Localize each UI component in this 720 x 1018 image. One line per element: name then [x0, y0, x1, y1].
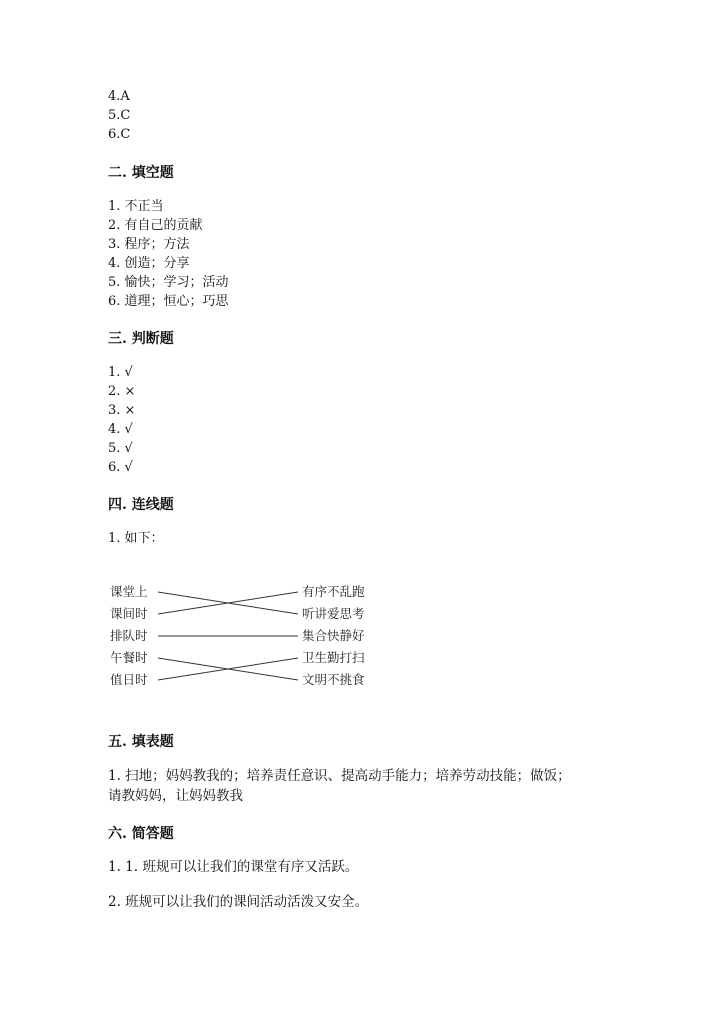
fill-blank-answer-6: 6. 道理；恒心；巧思 — [108, 294, 229, 309]
judgement-answer-5: 5. √ — [108, 441, 133, 456]
fill-blank-answer-4: 4. 创造；分享 — [108, 256, 190, 271]
table-answer-line-1: 1. 扫地；妈妈教我的；培养责任意识、提高动手能力；培养劳动技能；做饭； — [108, 768, 571, 784]
section-heading-matching: 四. 连线题 — [108, 497, 174, 513]
answer-4: 4.A — [108, 89, 130, 104]
answer-5: 5.C — [108, 108, 131, 123]
left-item-4: 值日时 — [110, 672, 148, 687]
right-item-1: 听讲爱思考 — [302, 606, 365, 621]
left-item-0: 课堂上 — [110, 584, 148, 599]
left-item-3: 午餐时 — [110, 650, 148, 665]
left-item-2: 排队时 — [110, 628, 148, 643]
left-item-1: 课间时 — [110, 606, 148, 621]
judgement-answer-1: 1. √ — [108, 365, 133, 380]
right-item-2: 集合快静好 — [302, 628, 365, 643]
section-heading-short-answer: 六. 简答题 — [108, 826, 174, 842]
answer-6: 6.C — [108, 127, 131, 142]
judgement-answer-4: 4. √ — [108, 422, 133, 437]
short-answer-1: 1. 1. 班规可以让我们的课堂有序又活跃。 — [108, 859, 359, 875]
fill-blank-answer-3: 3. 程序；方法 — [108, 237, 190, 252]
table-answer-line-2: 请教妈妈，让妈妈教我 — [108, 788, 243, 804]
section-heading-judgement: 三. 判断题 — [108, 331, 174, 347]
short-answer-2: 2. 班规可以让我们的课间活动活泼又安全。 — [108, 894, 369, 910]
fill-blank-answer-5: 5. 愉快；学习；活动 — [108, 275, 229, 290]
right-item-4: 文明不挑食 — [302, 672, 365, 687]
fill-blank-answer-2: 2. 有自己的贡献 — [108, 218, 203, 233]
right-item-0: 有序不乱跑 — [302, 584, 365, 599]
judgement-answer-3: 3. × — [108, 403, 136, 418]
right-item-3: 卫生勤打扫 — [302, 650, 365, 665]
section-heading-table: 五. 填表题 — [108, 734, 174, 750]
fill-blank-answer-1: 1. 不正当 — [108, 199, 164, 214]
table-answer — [108, 766, 608, 806]
judgement-answer-6: 6. √ — [108, 460, 133, 475]
matching-diagram — [106, 580, 386, 695]
matching-intro: 1. 如下： — [108, 531, 164, 546]
judgement-answer-2: 2. × — [108, 384, 136, 399]
section-heading-fill-blank: 二. 填空题 — [108, 165, 174, 181]
